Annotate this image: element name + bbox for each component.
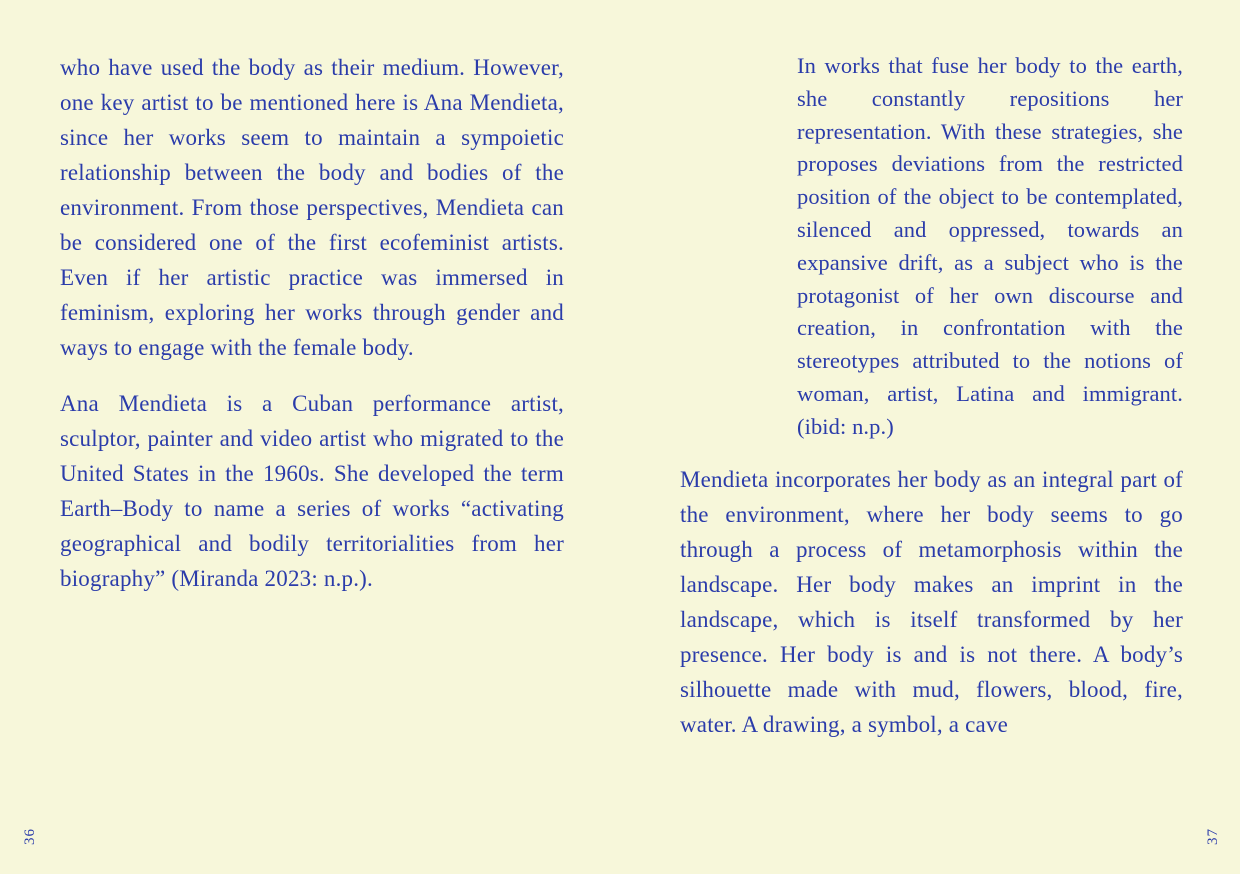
page-number-left: 36 xyxy=(22,828,38,845)
paragraph-mendieta-bio: Ana Mendieta is a Cuban performance artist, sculptor, painter and video artist who migrated to the United States in the 1960s. She developed the term Earth–Body to name a series of works “activating geographical and bodily territorialities from her biography” (Miranda 2023: n.p.). xyxy=(60,391,564,591)
paragraph-body-medium: who have used the body as their medium. However, one key artist to be mentioned here is Ana Mendieta, since her works seem to maintain a sympoietic relationship between the body and bodies of the environment. From those perspectives, Mendieta can be considered one of the first ecofeminist artists. Even if her artistic practice was immersed in feminism, exploring her works through gender and ways to engage with the female body. xyxy=(60,55,564,360)
right-text-block xyxy=(680,50,1183,742)
page-right xyxy=(620,0,1240,874)
block-quote: In works that fuse her body to the earth, she constantly repositions her representation. With these strategies, she proposes deviations from the restricted position of the object to be contemplated, silenced and oppressed, towards an expansive drift, as a subject who is the protagonist of her own discourse and creation, in confrontation with the stereotypes attributed to the notions of woman, artist, Latina and immigrant. (ibid: n.p.) xyxy=(797,53,1183,439)
paragraph-metamorphosis: Mendieta incorporates her body as an integral part of the environment, where her body seems to go through a process of metamorphosis within the landscape. Her body makes an imprint in the landscape, which is itself transformed by her presence. Her body is and is not there. A body’s silhouette made with mud, flowers, blood, fire, water. A drawing, a symbol, a cave xyxy=(680,466,1183,737)
page-number-right: 37 xyxy=(1205,828,1221,845)
left-text-block xyxy=(60,50,564,596)
